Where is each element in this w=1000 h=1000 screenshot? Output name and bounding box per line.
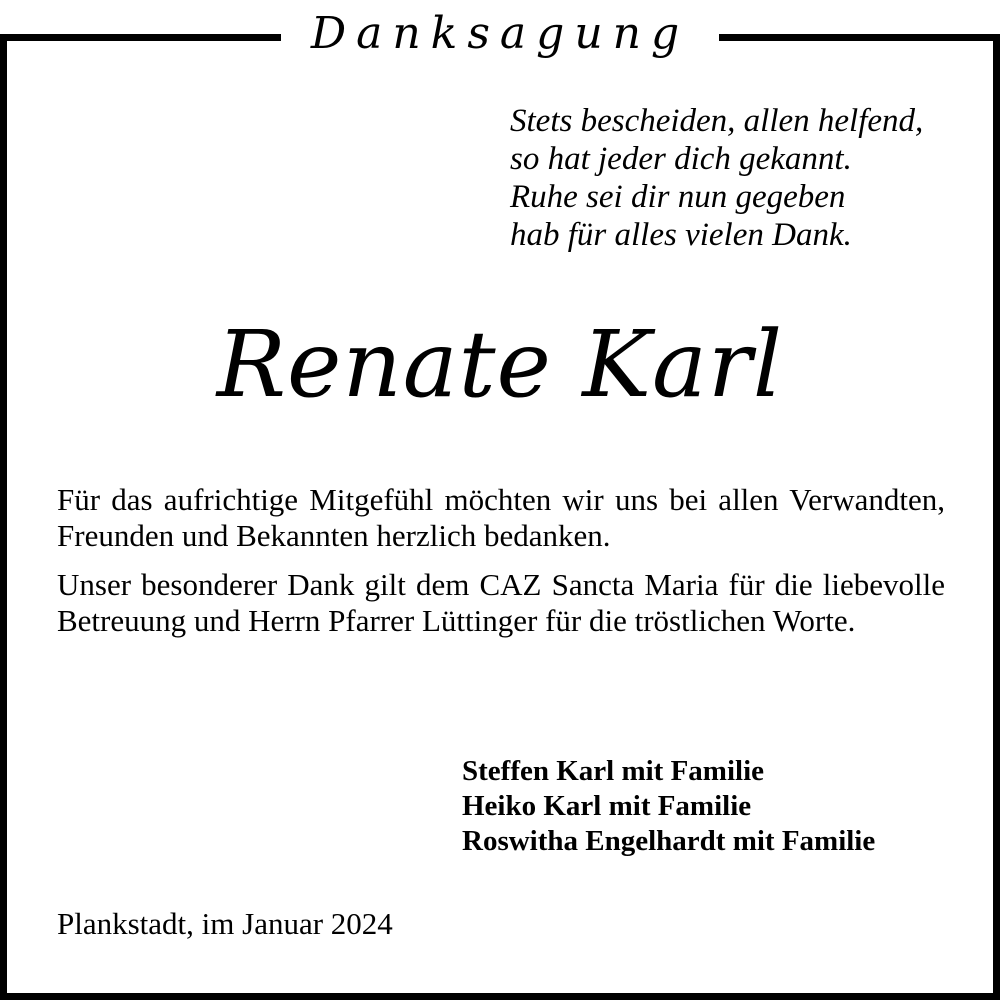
signer-name: Roswitha Engelhardt mit Familie (462, 825, 876, 857)
place-date: Plankstadt, im Januar 2024 (57, 906, 393, 941)
header (0, 0, 1000, 70)
signer-name: Heiko Karl mit Familie (462, 790, 752, 822)
thanks-paragraph: Für das aufrichtige Mitgefühl möchten wir uns bei allen Verwandten, Freunden und Bekannten herzlich bedanken. (57, 482, 945, 553)
notice-title: Danksagung (281, 0, 719, 68)
deceased-name: Renate Karl (216, 311, 784, 418)
signer-name: Steffen Karl mit Familie (462, 755, 764, 787)
poem-line: Stets bescheiden, allen helfend, (510, 103, 924, 139)
signers-list (462, 754, 875, 859)
poem-line: Ruhe sei dir nun gegeben (510, 179, 846, 215)
special-thanks-paragraph: Unser besonderer Dank gilt dem CAZ Sancta Maria für die liebevolle Betreuung und Herrn Pfarrer Lüttinger für die tröstlichen Worte. (57, 567, 945, 638)
poem-line: hab für alles vielen Dank. (510, 217, 852, 253)
poem-line: so hat jeder dich gekannt. (510, 141, 852, 177)
memorial-poem (510, 102, 923, 254)
